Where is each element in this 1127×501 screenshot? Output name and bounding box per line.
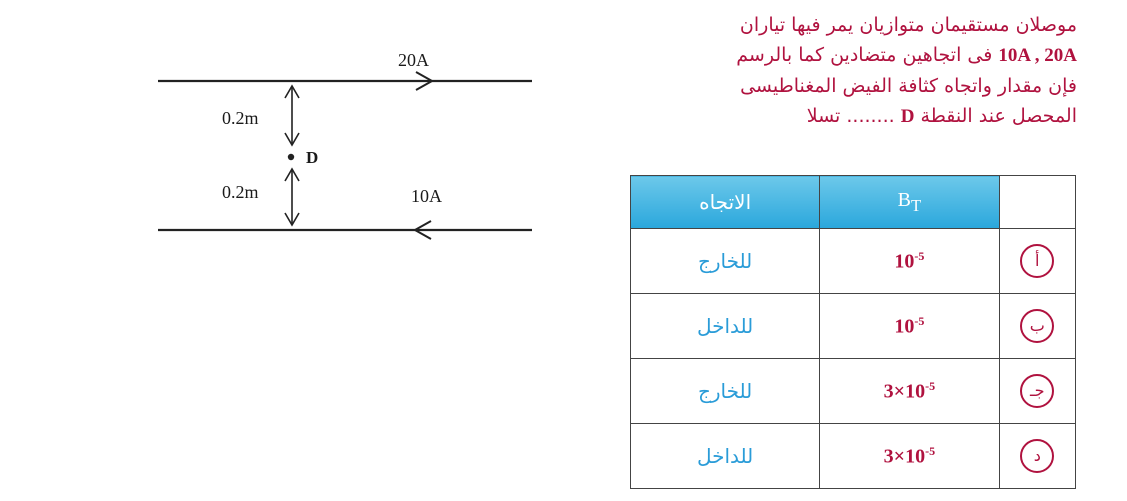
answer-value	[820, 359, 999, 424]
option-a-marker[interactable]: أ	[1020, 244, 1054, 278]
question-line-1: موصلان مستقيمان متوازيان يمر فيها تياران	[739, 14, 1077, 36]
answer-direction: للداخل	[631, 424, 820, 489]
answer-value	[820, 424, 999, 489]
currents-values: 10A , 20A	[998, 45, 1077, 66]
point-d-dot	[288, 154, 294, 160]
point-reference: D	[900, 106, 915, 127]
lower-gap-label: 0.2m	[222, 182, 259, 202]
answer-value-exp: -5	[914, 248, 925, 263]
answer-value	[820, 229, 999, 294]
option-b-marker[interactable]: ب	[1020, 309, 1054, 343]
question-text	[597, 10, 1077, 132]
top-current-label: 20A	[398, 50, 429, 70]
answer-row[interactable]	[631, 424, 1076, 489]
header-blank	[999, 176, 1075, 229]
option-c-marker[interactable]: جـ	[1020, 374, 1054, 408]
answer-value-exp: -5	[925, 378, 936, 393]
wire-diagram	[0, 0, 600, 300]
table-header-row	[631, 176, 1076, 229]
question-line-3: فإن مقدار واتجاه كثافة الفيض المغناطيسى	[740, 75, 1077, 97]
answer-value-base: 3×10	[883, 380, 926, 403]
option-d-marker[interactable]: د	[1020, 439, 1054, 473]
answer-row[interactable]	[631, 359, 1076, 424]
question-line-4-pre: المحصل عند النقطة	[914, 105, 1077, 127]
answer-option-cell[interactable]	[999, 359, 1075, 424]
answer-option-cell[interactable]	[999, 424, 1075, 489]
answer-value-exp: -5	[925, 443, 936, 458]
answer-table	[630, 175, 1076, 489]
answer-direction: للخارج	[631, 359, 820, 424]
answer-option-cell[interactable]	[999, 294, 1075, 359]
upper-gap-label: 0.2m	[222, 108, 259, 128]
answer-option-cell[interactable]	[999, 229, 1075, 294]
header-field-base: B	[897, 188, 911, 211]
answer-value	[820, 294, 999, 359]
header-field-sub: T	[910, 195, 922, 215]
question-line-2	[597, 40, 1077, 71]
question-line-2-text: فى اتجاهين متضادين كما بالرسم	[736, 44, 999, 66]
header-direction: الاتجاه	[631, 176, 820, 229]
header-field	[820, 176, 999, 229]
question-line-4-post: ........ تسلا	[806, 105, 901, 127]
answer-direction: للخارج	[631, 229, 820, 294]
answer-value-exp: -5	[914, 313, 925, 328]
question-line-4	[597, 101, 1077, 132]
answer-row[interactable]	[631, 294, 1076, 359]
answer-direction: للداخل	[631, 294, 820, 359]
answer-value-base: 10	[894, 315, 915, 338]
bottom-current-label: 10A	[411, 186, 442, 206]
answer-row[interactable]	[631, 229, 1076, 294]
answer-value-base: 3×10	[883, 445, 926, 468]
point-d-label: D	[306, 148, 319, 167]
answer-value-base: 10	[894, 250, 915, 273]
